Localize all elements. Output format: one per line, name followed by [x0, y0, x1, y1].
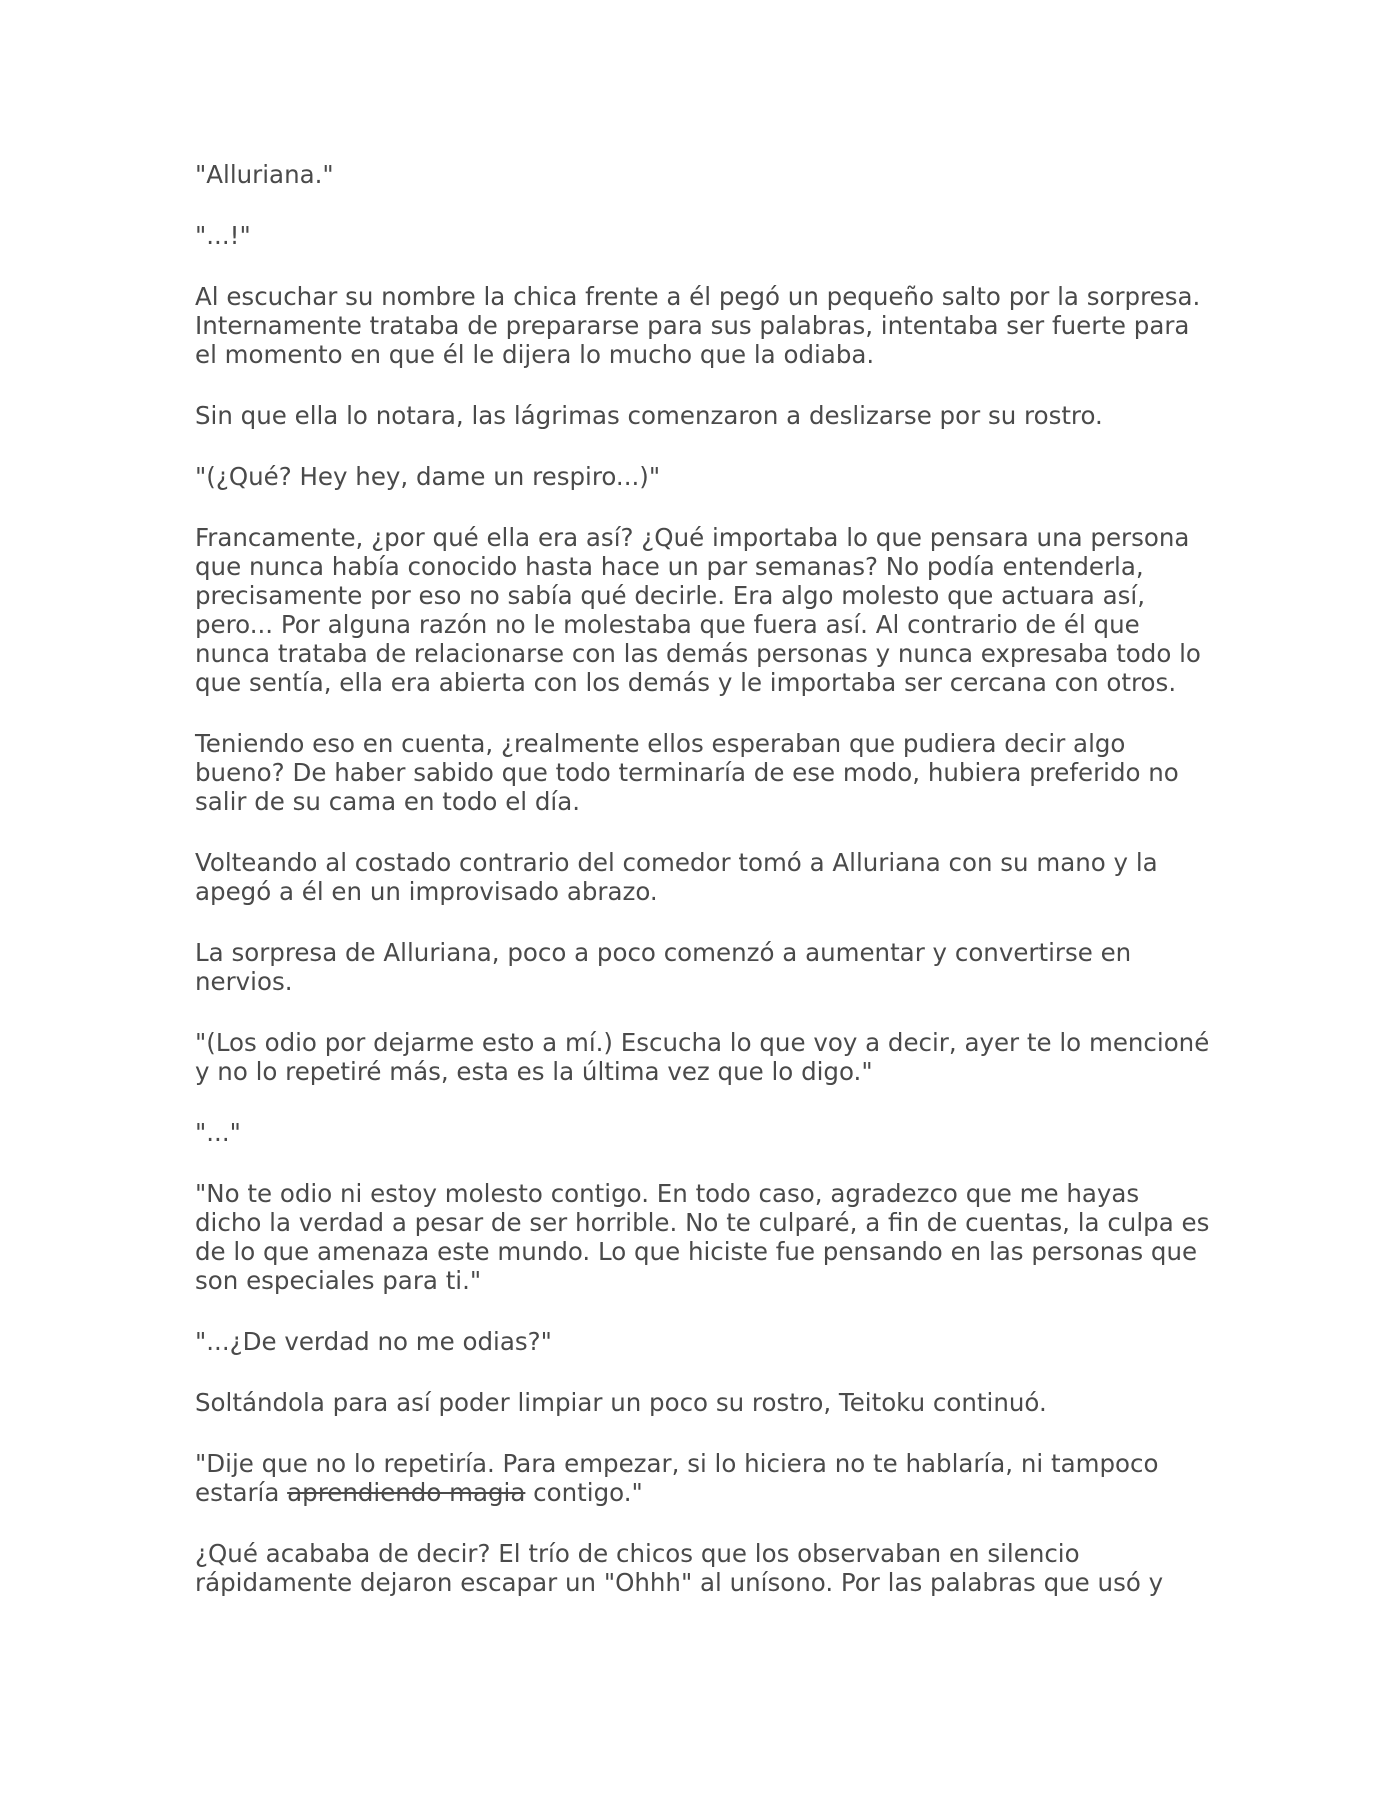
- paragraph: "No te odio ni estoy molesto contigo. En todo caso, agradezco que me hayas dicho la verdad a pesar de ser horrible. No te culparé, a fin de cuentas, la culpa es de lo que amenaza este mundo. Lo que hiciste fue pensando en las personas que son especiales para ti.": [195, 1179, 1210, 1295]
- paragraph: "Alluriana.": [195, 160, 334, 189]
- paragraph: Soltándola para así poder limpiar un poco su rostro, Teitoku continuó.: [195, 1388, 1047, 1417]
- document-page: [195, 160, 1210, 1629]
- paragraph: "...¿De verdad no me odias?": [195, 1327, 552, 1356]
- paragraph: "...!": [195, 221, 251, 250]
- paragraph: Al escuchar su nombre la chica frente a él pegó un pequeño salto por la sorpresa. Internamente trataba de prepararse para sus palabras, intentaba ser fuerte para el momento en que él le dijera lo mucho que la odiaba.: [195, 282, 1201, 369]
- paragraph-text-after: contigo.": [525, 1478, 643, 1507]
- strikethrough-text: aprendiendo magia: [287, 1478, 526, 1507]
- paragraph: La sorpresa de Alluriana, poco a poco comenzó a aumentar y convertirse en nervios.: [195, 938, 1132, 996]
- paragraph: "...": [195, 1118, 241, 1147]
- paragraph-text-before: "Dije que no lo repetiría. Para empezar, si lo hiciera no te hablaría, ni tampoco estaría: [195, 1449, 1159, 1507]
- paragraph: Volteando al costado contrario del comedor tomó a Alluriana con su mano y la apegó a él en un improvisado abrazo.: [195, 848, 1158, 906]
- paragraph: Francamente, ¿por qué ella era así? ¿Qué importaba lo que pensara una persona que nunca había conocido hasta hace un par semanas? No podía entenderla, precisamente por eso no sabía qué decirle. Era algo molesto que actuara así, pero... Por alguna razón no le molestaba que fuera así. Al contrario de él que nunca trataba de relacionarse con las demás personas y nunca expresaba todo lo que sentía, ella era abierta con los demás y le importaba ser cercana con otros.: [195, 523, 1201, 697]
- paragraph: "(¿Qué? Hey hey, dame un respiro...)": [195, 462, 661, 491]
- paragraph-with-strikethrough: [195, 1449, 1210, 1507]
- paragraph: Teniendo eso en cuenta, ¿realmente ellos esperaban que pudiera decir algo bueno? De haber sabido que todo terminaría de ese modo, hubiera preferido no salir de su cama en todo el día.: [195, 729, 1179, 816]
- paragraph: "(Los odio por dejarme esto a mí.) Escucha lo que voy a decir, ayer te lo mencioné y no lo repetiré más, esta es la última vez que lo digo.": [195, 1028, 1210, 1086]
- paragraph-last: ¿Qué acababa de decir? El trío de chicos que los observaban en silencio rápidamente dejaron escapar un "Ohhh" al unísono. Por las palabras que usó y: [195, 1539, 1164, 1597]
- paragraph: Sin que ella lo notara, las lágrimas comenzaron a deslizarse por su rostro.: [195, 401, 1103, 430]
